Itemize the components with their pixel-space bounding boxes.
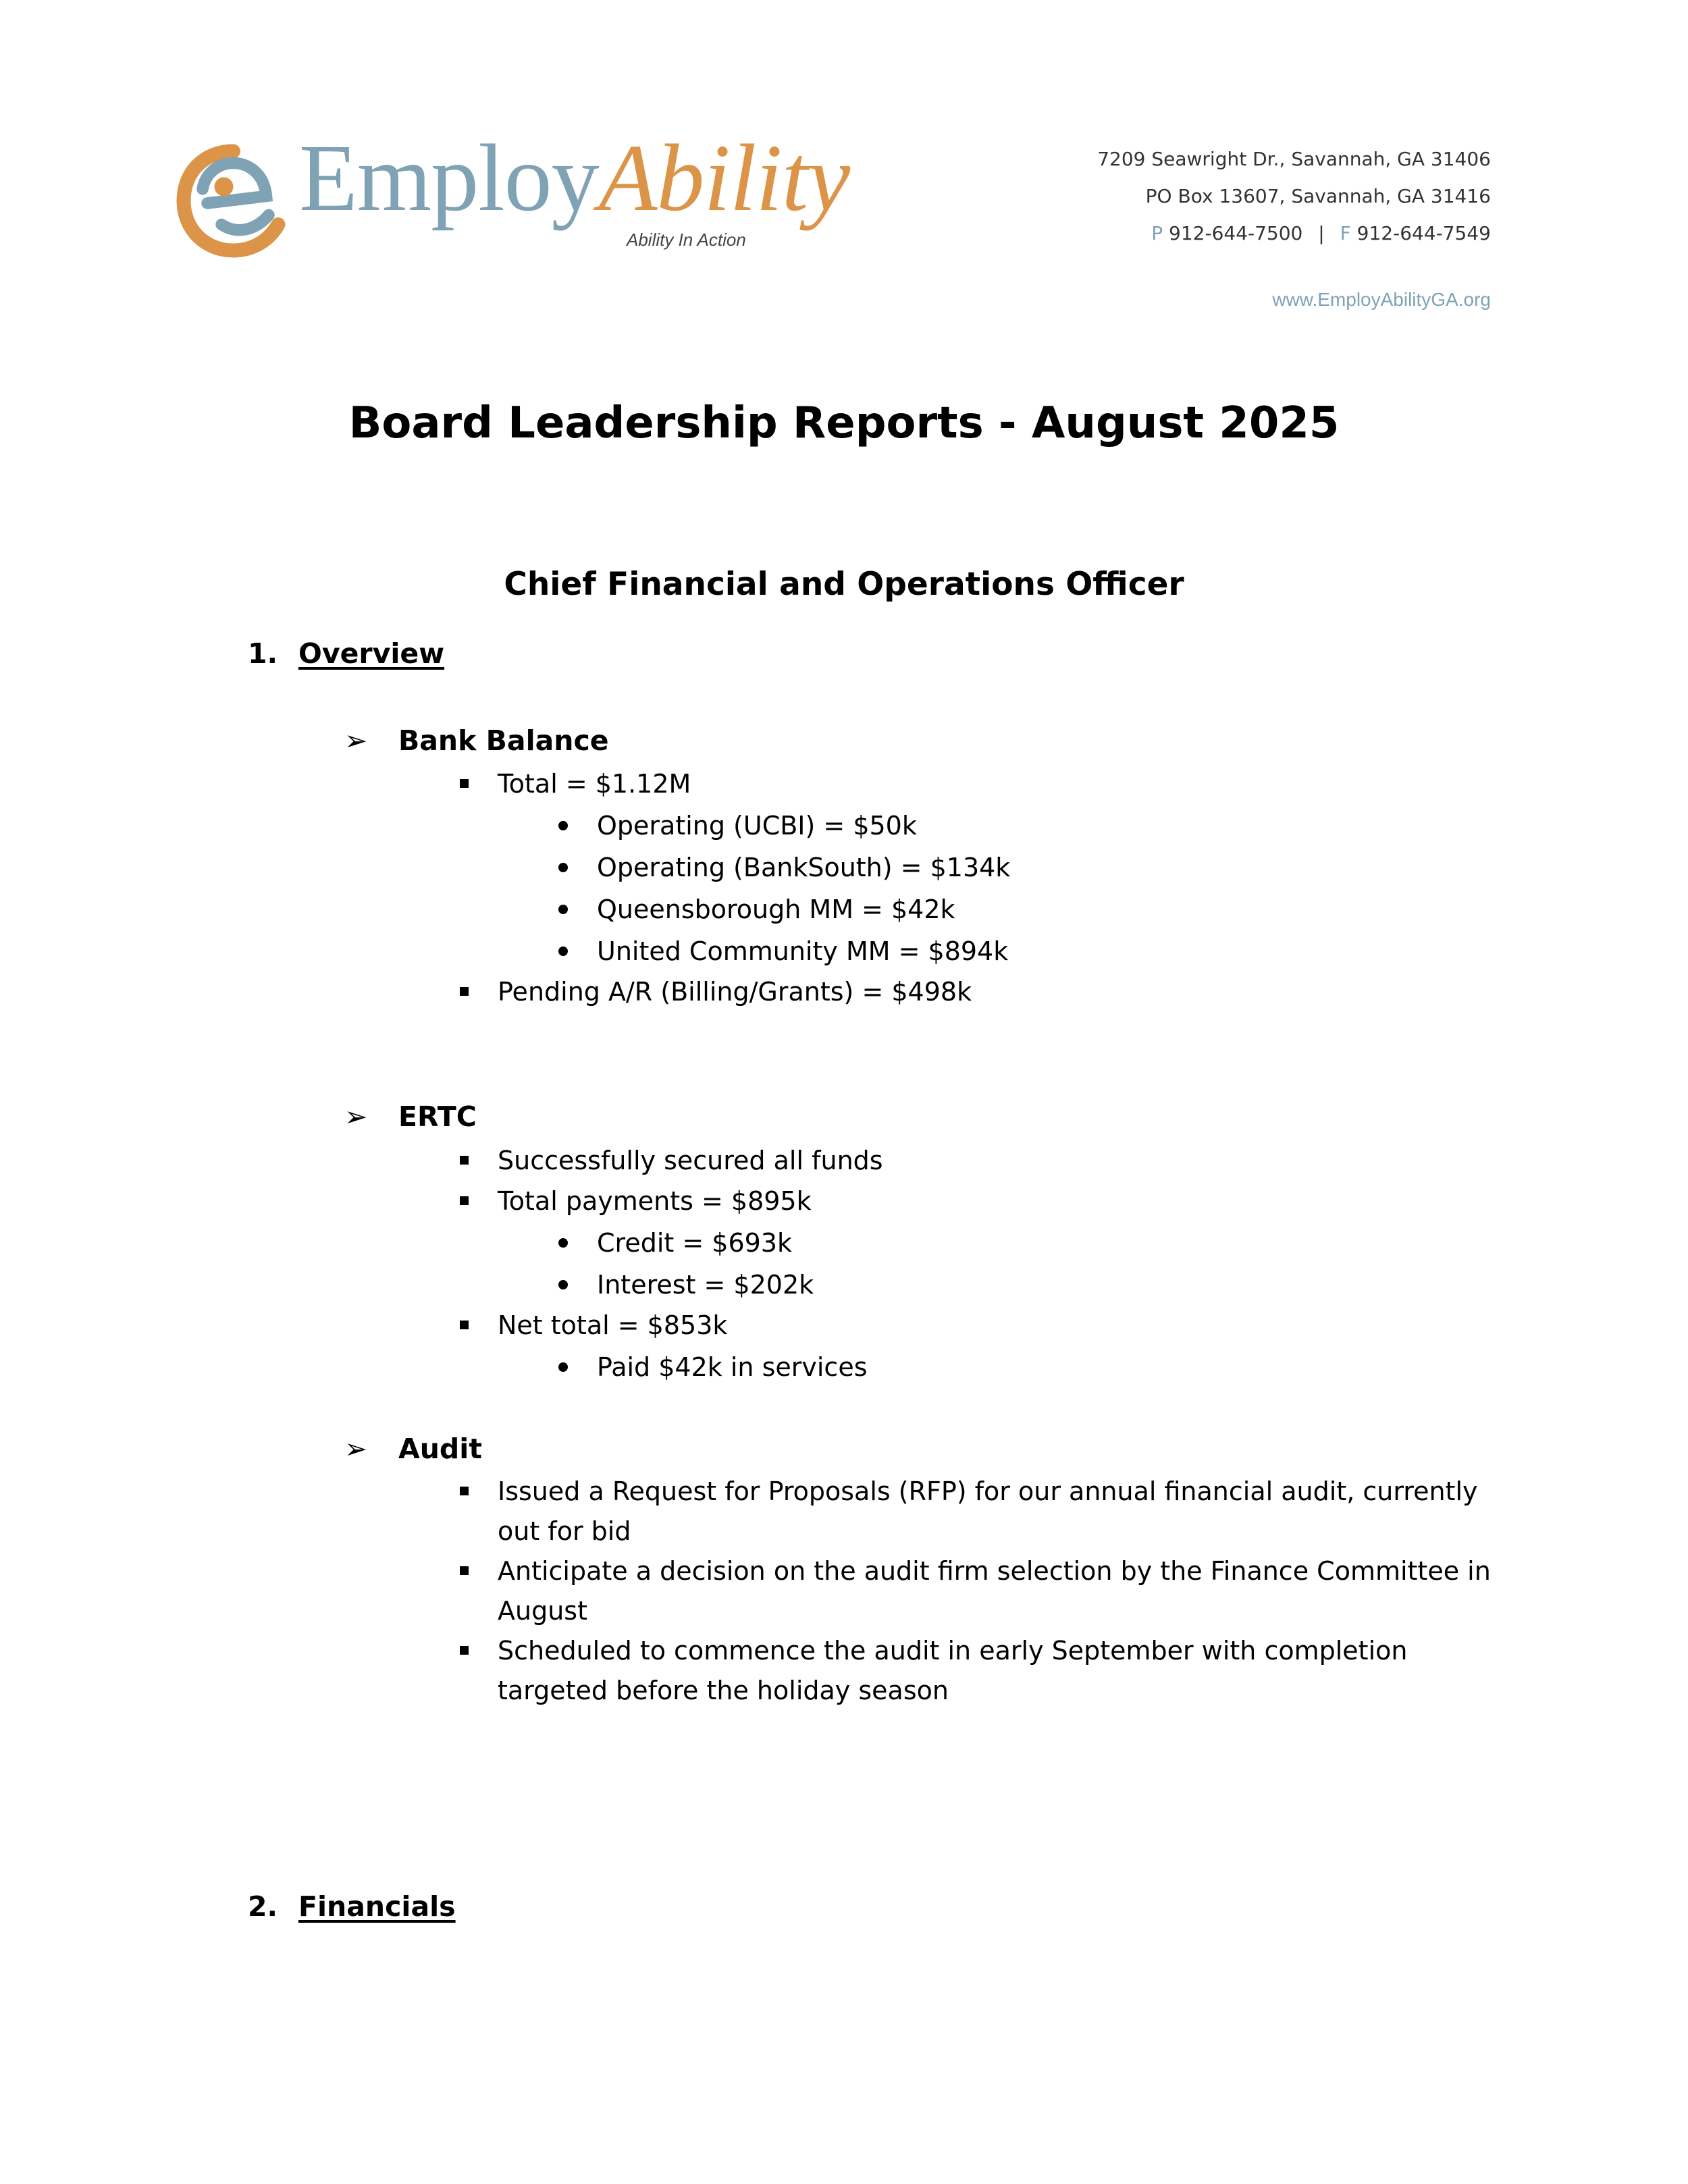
list-item	[498, 1551, 1497, 1631]
square-bullet-icon	[450, 1306, 477, 1346]
list-item-text: Net total = $853k	[498, 1310, 728, 1340]
round-bullet-icon	[550, 932, 577, 971]
address-street: 7209 Seawright Dr., Savannah, GA 31406	[1097, 148, 1491, 170]
logo-wordmark	[299, 124, 850, 231]
list-item-text: Pending A/R (Billing/Grants) = $498k	[498, 977, 972, 1007]
list-item	[498, 1631, 1497, 1711]
square-bullet-icon	[450, 764, 477, 804]
list-item-text: Scheduled to commence the audit in early September with completion targeted before the holiday season	[498, 1636, 1408, 1705]
phone-label: P	[1151, 222, 1163, 244]
section-heading-financials	[248, 1892, 456, 1922]
section-number: 1.	[248, 637, 278, 670]
square-bullet-icon	[450, 1141, 477, 1181]
list-item	[498, 1181, 1497, 1221]
subsection-title: Bank Balance	[398, 724, 609, 757]
list-item	[498, 1472, 1497, 1551]
round-bullet-icon	[550, 1265, 577, 1305]
fax-number: 912-644-7549	[1356, 222, 1491, 244]
list-item	[498, 972, 1497, 1012]
address-pobox: PO Box 13607, Savannah, GA 31416	[1145, 185, 1491, 207]
section-heading-overview	[248, 639, 444, 669]
subsection-ertc	[344, 1102, 477, 1132]
list-item	[498, 1306, 1497, 1346]
list-item	[498, 1141, 1497, 1181]
subsection-bank-balance	[344, 726, 609, 756]
list-item	[597, 932, 1495, 971]
list-item	[597, 806, 1495, 846]
list-item-text: United Community MM = $894k	[597, 936, 1009, 966]
fax-label: F	[1340, 222, 1351, 244]
square-bullet-icon	[450, 972, 477, 1012]
list-item-text: Successfully secured all funds	[498, 1146, 883, 1175]
arrow-bullet-icon: ➢	[344, 1100, 368, 1133]
contact-separator: |	[1318, 222, 1325, 244]
phone-number: 912-644-7500	[1169, 222, 1303, 244]
round-bullet-icon	[550, 1348, 577, 1387]
list-item	[597, 1223, 1495, 1263]
round-bullet-icon	[550, 806, 577, 846]
list-item-text: Total = $1.12M	[498, 769, 691, 799]
letterhead-address	[1097, 140, 1491, 252]
list-item-text: Queensborough MM = $42k	[597, 895, 955, 924]
logo-word-employ: Employ	[299, 124, 599, 231]
round-bullet-icon	[550, 848, 577, 888]
list-item-text: Issued a Request for Proposals (RFP) for our annual financial audit, currently out for bid	[498, 1476, 1478, 1546]
list-item	[597, 1265, 1495, 1305]
list-item	[498, 764, 1497, 804]
section-heading-text: Overview	[298, 637, 445, 670]
round-bullet-icon	[550, 890, 577, 930]
round-bullet-icon	[550, 1223, 577, 1263]
list-item-text: Operating (BankSouth) = $134k	[597, 853, 1011, 882]
subsection-title: Audit	[398, 1433, 482, 1465]
section-number: 2.	[248, 1890, 278, 1923]
list-item-text: Credit = $693k	[597, 1228, 792, 1258]
list-item-text: Total payments = $895k	[498, 1186, 812, 1216]
logo-word-ability: Ability	[598, 124, 850, 231]
page-title: Board Leadership Reports - August 2025	[348, 398, 1340, 448]
square-bullet-icon	[450, 1551, 477, 1591]
list-item-text: Paid $42k in services	[597, 1352, 868, 1382]
square-bullet-icon	[450, 1181, 477, 1221]
logo-tagline: Ability In Action	[627, 230, 746, 250]
list-item-text: Operating (UCBI) = $50k	[597, 811, 917, 841]
list-item	[597, 890, 1495, 930]
subsection-title: ERTC	[398, 1100, 477, 1133]
subsection-audit	[344, 1434, 482, 1464]
employability-logo	[174, 124, 850, 263]
square-bullet-icon	[450, 1472, 477, 1512]
section-heading-text: Financials	[298, 1890, 456, 1923]
list-item-text: Anticipate a decision on the audit firm selection by the Finance Committee in August	[498, 1556, 1491, 1626]
list-item	[597, 848, 1495, 888]
arrow-bullet-icon: ➢	[344, 1433, 368, 1465]
list-item	[597, 1348, 1495, 1387]
list-item-text: Interest = $202k	[597, 1270, 814, 1300]
section-title: Chief Financial and Operations Officer	[504, 566, 1184, 603]
square-bullet-icon	[450, 1631, 477, 1671]
logo-e-mark-icon	[174, 142, 292, 260]
contact-numbers	[1097, 215, 1491, 252]
arrow-bullet-icon: ➢	[344, 724, 368, 757]
website-link[interactable]: www.EmployAbilityGA.org	[1272, 289, 1491, 310]
